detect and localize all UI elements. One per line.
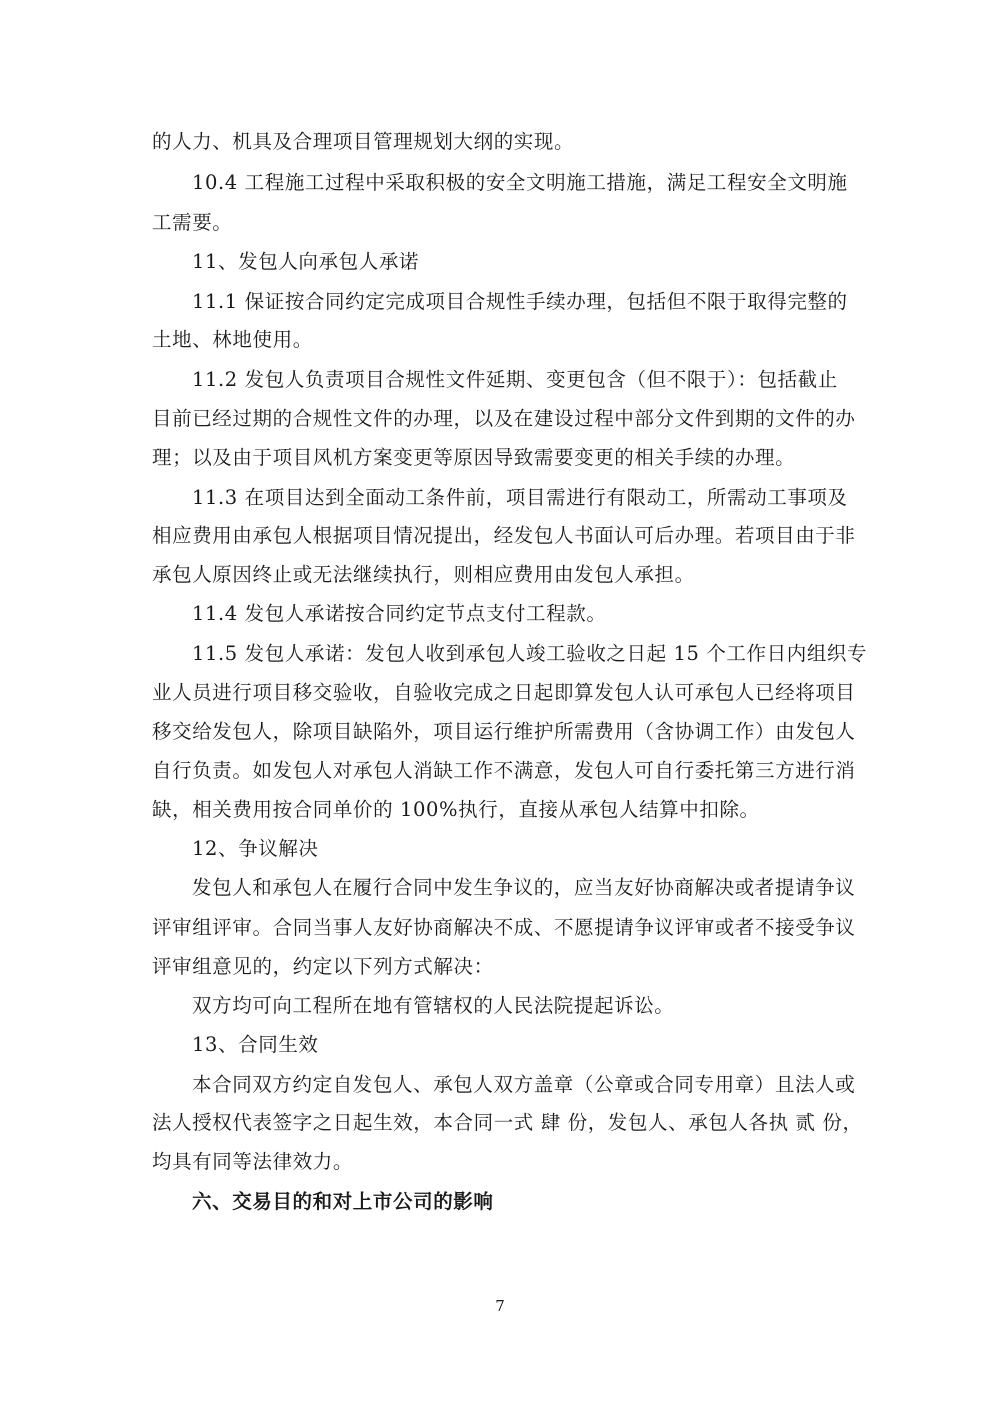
page-number: 7 bbox=[495, 1297, 505, 1315]
section-heading-13: 13、合同生效 bbox=[192, 1033, 319, 1056]
text-line: 10.4 工程施工过程中采取积极的安全文明施工措施，满足工程安全文明施 bbox=[192, 171, 848, 194]
text-line: 双方均可向工程所在地有管辖权的人民法院提起诉讼。 bbox=[192, 994, 675, 1017]
text-line: 理；以及由于项目风机方案变更等原因导致需要变更的相关手续的办理。 bbox=[152, 446, 796, 469]
text-line: 发包人和承包人在履行合同中发生争议的，应当友好协商解决或者提请争议 bbox=[192, 876, 856, 899]
text-line: 缺，相关费用按合同单价的 100%执行，直接从承包人结算中扣除。 bbox=[152, 798, 760, 821]
text-line: 工需要。 bbox=[152, 211, 233, 234]
section-heading-11: 11、发包人向承包人承诺 bbox=[192, 250, 420, 273]
chapter-heading: 六、交易目的和对上市公司的影响 bbox=[192, 1190, 494, 1213]
text-line: 自行负责。如发包人对承包人消缺工作不满意，发包人可自行委托第三方进行消 bbox=[152, 759, 856, 782]
text-line: 的人力、机具及合理项目管理规划大纲的实现。 bbox=[152, 130, 575, 153]
text-line: 均具有同等法律效力。 bbox=[152, 1150, 354, 1173]
text-line: 土地、林地使用。 bbox=[152, 328, 313, 351]
text-line: 11.4 发包人承诺按合同约定节点支付工程款。 bbox=[192, 602, 607, 625]
text-line: 评审组意见的，约定以下列方式解决： bbox=[152, 955, 494, 978]
text-line: 目前已经过期的合规性文件的办理，以及在建设过程中部分文件到期的文件的办 bbox=[152, 407, 856, 430]
text-line: 评审组评审。合同当事人友好协商解决不成、不愿提请争议评审或者不接受争议 bbox=[152, 916, 856, 939]
text-line: 11.2 发包人负责项目合规性文件延期、变更包含（但不限于）：包括截止 bbox=[192, 368, 838, 391]
section-heading-12: 12、争议解决 bbox=[192, 837, 319, 860]
text-line: 移交给发包人，除项目缺陷外，项目运行维护所需费用（含协调工作）由发包人 bbox=[152, 720, 856, 743]
text-line: 11.5 发包人承诺：发包人收到承包人竣工验收之日起 15 个工作日内组织专 bbox=[192, 642, 868, 665]
text-line: 业人员进行项目移交验收，自验收完成之日起即算发包人认可承包人已经将项目 bbox=[152, 681, 856, 704]
text-line: 11.1 保证按合同约定完成项目合规性手续办理，包括但不限于取得完整的 bbox=[192, 290, 848, 313]
text-line: 相应费用由承包人根据项目情况提出，经发包人书面认可后办理。若项目由于非 bbox=[152, 524, 856, 547]
text-line: 本合同双方约定自发包人、承包人双方盖章（公章或合同专用章）且法人或 bbox=[192, 1073, 856, 1096]
text-line: 11.3 在项目达到全面动工条件前，项目需进行有限动工，所需动工事项及 bbox=[192, 486, 848, 509]
text-line: 法人授权代表签字之日起生效，本合同一式 肆 份，发包人、承包人各执 贰 份， bbox=[152, 1111, 863, 1134]
text-line: 承包人原因终止或无法继续执行，则相应费用由发包人承担。 bbox=[152, 563, 695, 586]
